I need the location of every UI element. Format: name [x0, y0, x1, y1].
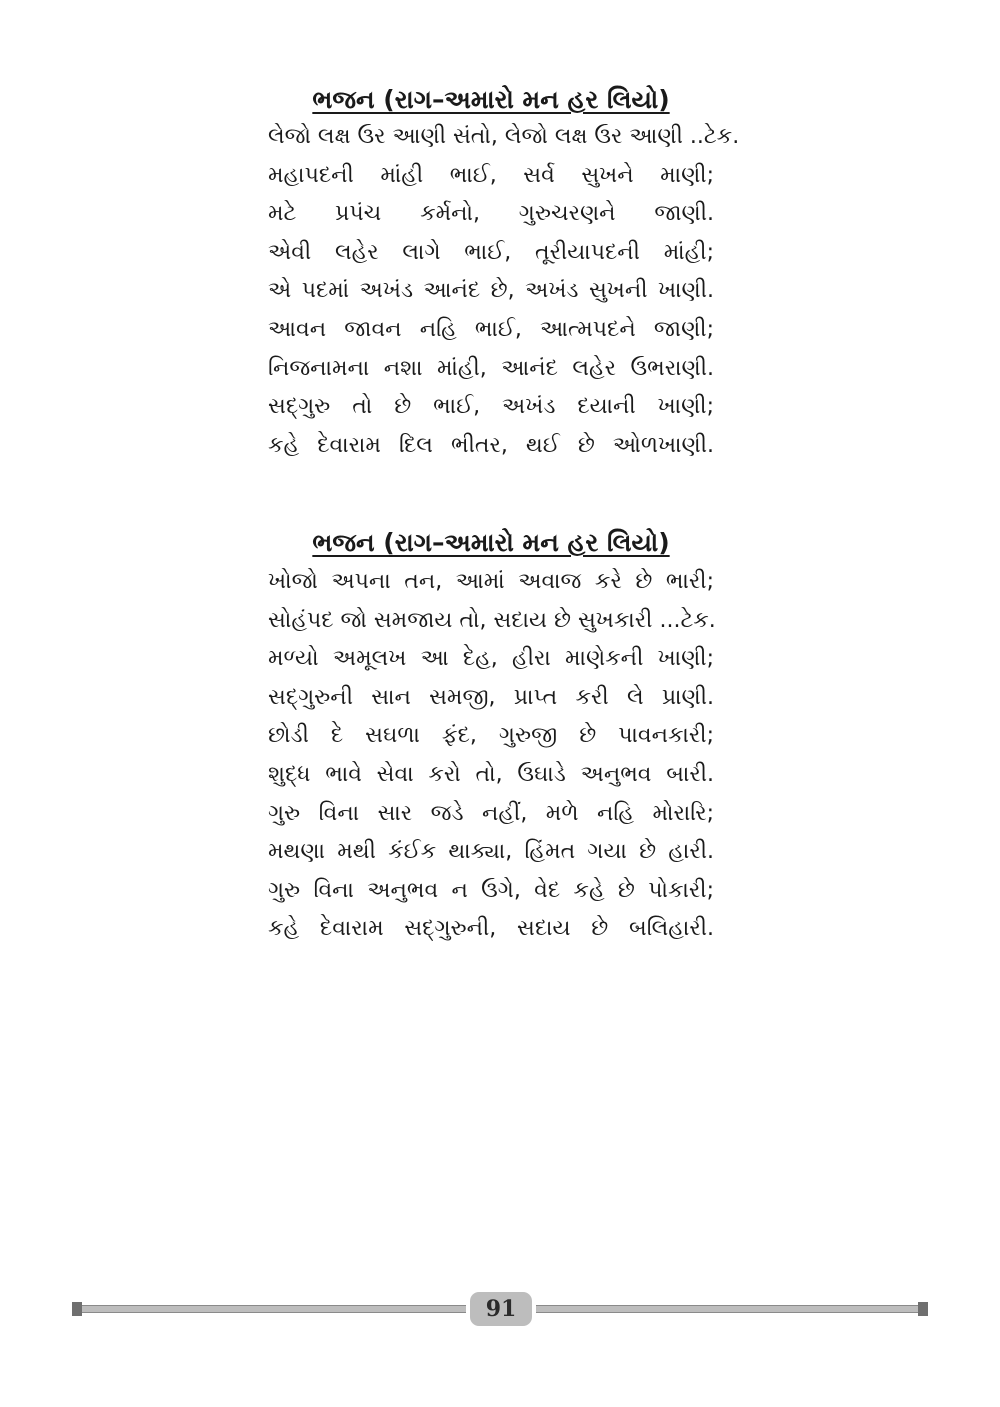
bhajan-title-2: ભજન (રાગ–અમારો મન હર લિયો) — [312, 528, 670, 557]
verse-line: કહે દેવારામ દિલ ભીતર, થઈ છે ઓળખાણી. — [268, 432, 714, 458]
bhajan-verse-2 — [268, 563, 714, 949]
verse-line: શુદ્ધ ભાવે સેવા કરો તો, ઉઘાડે અનુભવ બારી. — [268, 761, 714, 787]
footer-rule-right — [536, 1305, 928, 1313]
bhajan-verse-1 — [268, 118, 740, 465]
verse-line: કહે દેવારામ સદ્ગુરુની, સદાય છે બલિહારી. — [268, 916, 714, 942]
verse-line: ગુરુ વિના અનુભવ ન ઉગે, વેદ કહે છે પોકારી; — [268, 877, 714, 903]
verse-line: ગુરુ વિના સાર જડે નહીં, મળે નહિ મોરારિ; — [268, 800, 714, 826]
footer-rule-left — [72, 1305, 466, 1313]
verse-line: એ પદમાં અખંડ આનંદ છે, અખંડ સુખની ખાણી. — [268, 278, 714, 304]
page-number: 91 — [470, 1292, 532, 1326]
verse-line: આવન જાવન નહિ ભાઈ, આત્મપદને જાણી; — [268, 316, 714, 342]
verse-line: સદ્ગુરુની સાન સમજી, પ્રાપ્ત કરી લે પ્રાણી. — [268, 684, 714, 710]
verse-line: મળ્યો અમૂલખ આ દેહ, હીરા માણેકની ખાણી; — [268, 646, 714, 672]
verse-line: નિજનામના નશા માંહી, આનંદ લહેર ઉભરાણી. — [268, 355, 714, 381]
verse-line: લેજો લક્ષ ઉર આણી સંતો, લેજો લક્ષ ઉર આણી ..ટેક. — [268, 124, 740, 149]
verse-line: એવી લહેર લાગે ભાઈ, તૂરીયાપદની માંહી; — [268, 239, 714, 265]
verse-line: સદ્ગુરુ તો છે ભાઈ, અખંડ દયાની ખાણી; — [268, 394, 714, 420]
verse-line: છોડી દે સઘળા ફંદ, ગુરુજી છે પાવનકારી; — [268, 723, 714, 749]
verse-line: મથણા મથી કંઈક થાક્યા, હિંમત ગયા છે હારી. — [268, 839, 714, 865]
page-footer — [72, 1292, 928, 1326]
verse-line: મહાપદની માંહી ભાઈ, સર્વ સુખને માણી; — [268, 162, 714, 188]
footer-rule-cap-right — [918, 1302, 928, 1316]
verse-line: મટે પ્રપંચ કર્મનો, ગુરુચરણને જાણી. — [268, 201, 714, 227]
verse-line: સોહંપદ જો સમજાય તો, સદાય છે સુખકારી ...ટેક. — [268, 607, 716, 633]
bhajan-title-1: ભજન (રાગ–અમારો મન હર લિયો) — [312, 85, 670, 114]
footer-rule-cap-left — [72, 1302, 82, 1316]
verse-line: ખોજો અપના તન, આમાં અવાજ કરે છે ભારી; — [268, 569, 714, 594]
